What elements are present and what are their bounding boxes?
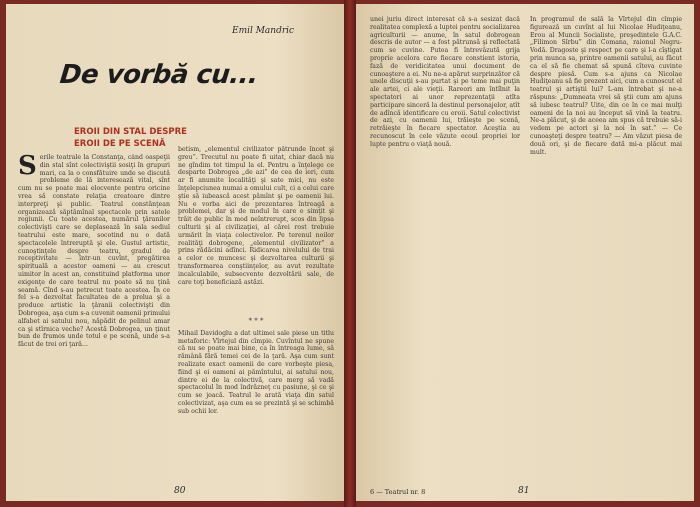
drop-cap: S bbox=[18, 154, 37, 181]
page-number-left: 80 bbox=[174, 486, 186, 496]
left-column-2-text-2: Mihail Davidoglu a dat ultimei sale piese un titlu metaforic: Vîrtejul din cîmpie. Cuvîntul ne spune că nu se poate mai bine, ca în întreaga lume, să rămână fără temei cei de la ţară. Aşa cum sunt realizate exact oamenii de care vorbeşte piesa, fiind şi ei oameni ai pămîntului, ai satului nou, dintre ei de la colectivă, care merg să vadă spectacolul în mod îndrăzneţ cu pasiune, şi ce şi cum se joacă. Teatrul le arată viaţa din satul colectivizat, aşa cum ea se prezintă şi se schimbă sub ochii lor. bbox=[178, 329, 334, 415]
left-column-1 bbox=[18, 154, 170, 486]
left-column-2 bbox=[178, 146, 334, 486]
left-column-1-text: erile teatrale la Constanţa, când oaspeţii din stal sînt colectiviştii sosiţi în grupuri mari, ca la o consfătuire unde se discută probleme de lă interesează vital, sînt cum nu se poate mai elocvente pentru oricine vrea să constate relaţia creatoare dintre interpreţi şi public. Teatrul constănţean organizează săptămînal spectacole prin satele regiunii. Cu toate acestea, numărul ţăranilor colectivişti care se deplasează în sala sediul teatrului este mare, socotind nu o dată spectacolele întreruptă şi ele. Gustul artistic, cunoştinţele despre teatru, gradul de receptivitate — într-un cuvînt, pregătirea spirituală a acestor oameni — au crescut uimitor în acest an, constituind platforma unor exigenţe de care teatrul nu poate să nu ţină seamă. Cînd s-au petrecut toate acestea. În ce fel s-a dezvoltat facultatea de a prelua şi a produce artistic la ţăranii colectivişti din Dobrogea, aşa cum s-a cuvenit oamenii primului alfabet ai satului nou, năpădit de pelinul amar ca şi stîrnica veche? Acestă Dobrogea, un ţinut bun de frumos unde totul e pe scenă, unde s-a făcut de trei ori ţară... bbox=[18, 154, 170, 349]
left-column-2-text: betism, „elementul civilizator pătrunde încet şi greu”. Trecutul nu poate fi uitat, chiar dacă nu ne gîndim tot timpul la el. Pentru a înţelege ce desparte Dobrogea „de azi” de cea de ieri, cum ar fi anumite localităţi şi sate mici, nu este înţelepciunea numai a omului cult, ci a celui care ştie să iubească acest pămînt şi pe oamenii lui. Nu e vorba aici de prezentarea întreagă a problemei, dar şi de modul în care e simţit şi trăit de public în mod neîntrerupt, scos din lipsa culturii şi al civilizaţiei, al cărei rost trebuie urmărit în viaţa colectivelor. Pe terenul noilor realităţi dobrogene, „elementul civilizator” a prins rădăcini adînci. Ridicarea nivelului de trai a celor ce muncesc şi dezvoltarea culturii şi transformarea conştiinţelor, au avut rezultate incalculabile, subsecvente dezvoltării sale, de care toţi beneficiază astăzi. bbox=[178, 146, 334, 286]
section-divider: * * * bbox=[248, 317, 264, 325]
article-subtitle: EROII DIN STAL DESPRE EROII DE PE SCENĂ bbox=[74, 127, 187, 149]
article-title: De vorbă cu... bbox=[58, 60, 260, 90]
right-column-1: unei juriu direct interesat că s-a sesizat dacă realitatea complexă a luptei pentru socializarea agriculturii — anume, în satul dobrogean descris de autor — a fost pătrunsă şi reflectată cum se cuvine. Putea fi întrevăzută grija proprie acelora care fiecare constient istoria, fază de veridicitatea unui document de cunoaştere a ei. Nu ne-a apărut surprinzător că unele discuţii s-au purtat şi pe teme mai puţin ale artei, ci ale vieţii. Rareori am întîlnit la spectatori ai unor reprezentaţii atîta participare sinceră la destinul personajelor, atît de adîncă identificare cu eroii. Satul colectivist de azi, cu oamenii lui, trăieşte pe scenă, retrăieşte în fiecare spectator. Aceştia au recunoscut în cele văzute ecoul propriei lor lupte pentru o viaţă nouă. bbox=[370, 16, 520, 148]
book-gutter bbox=[344, 0, 356, 507]
left-page bbox=[6, 4, 344, 501]
page-number-right: 81 bbox=[518, 486, 530, 496]
page-footer: 6 — Teatrul nr. 8 bbox=[370, 488, 426, 496]
right-column-2: În programul de sală la Vîrtejul din cîmpie figurează un cuvînt al lui Nicolae Hudiţeanu, Erou al Muncii Socialiste, preşedintele G.A.C. „Filimon Sîrbu” din Comana, raionul Negru-Vodă. Dragoste şi respect pe care şi l-a cîştigat prin munca sa, printre oamenii satului, au făcut ca el să fie chemat să spună cîteva cuvinte despre piesă. Cum s-a ajuns ca Nicolae Hudiţeanu să fie prezent aici, cum a cunoscut el teatrul şi artiştii lui? L-am întrebat şi ne-a răspuns: „Dumneata vrei să ştii cum am ajuns să iubesc teatrul? Uite, din ce în ce mai mulţi oameni de la noi au început să vină la teatru. Ne-a plăcut, şi de aceea am spus că trebuie să-i vedem pe actori şi la noi în sat.” — Ce cunoaşteţi despre teatru? — Am văzut piesa de două ori, şi de fiecare dată mi-a plăcut mai mult. bbox=[530, 16, 682, 156]
author-name: Emil Mandric bbox=[232, 26, 295, 36]
right-page bbox=[356, 4, 694, 501]
